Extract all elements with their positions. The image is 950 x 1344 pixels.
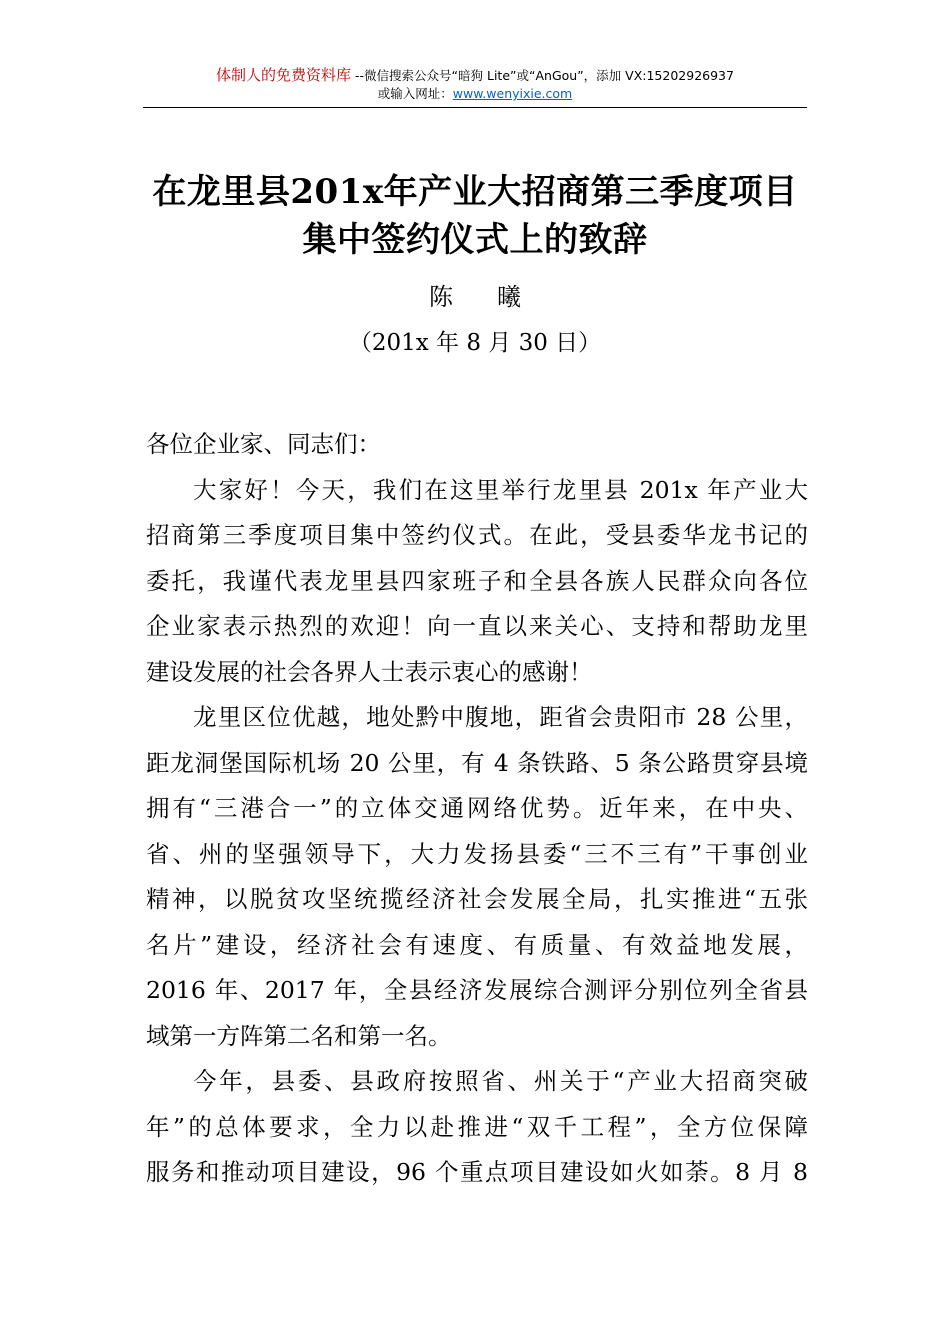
paragraph-line: 名片”建设，经济社会有速度、有质量、有效益地发展， [146,930,808,959]
document-title [100,168,850,264]
author-name-char-2: 曦 [497,283,521,311]
paragraph-line: 企业家表示热烈的欢迎！向一直以来关心、支持和帮助龙里 [146,612,808,640]
paragraph-line: 服务和推动项目建设，96 个重点项目建设如火如荼。8 月 8 [146,1158,808,1186]
page-header [143,66,807,103]
document-body [146,422,808,1196]
header-divider [143,107,807,108]
header-info: --微信搜索公众号“暗狗 Lite”或“AnGou”，添加 VX:15202926937 [351,68,734,83]
paragraph-line: 2016 年、2017 年，全县经济发展综合测评分别位列全省县 [146,976,808,1004]
paragraph-line: 招商第三季度项目集中签约仪式。在此，受县委华龙书记的 [146,521,808,549]
paragraph-line: 距龙洞堡国际机场 20 公里，有 4 条铁路、5 条公路贯穿县境 [146,748,808,777]
header-url-link[interactable]: www.wenyixie.com [452,86,573,101]
header-line-1 [143,66,807,85]
paragraph-line: 大家好！今天，我们在这里举行龙里县 201x 年产业大 [193,475,808,504]
paragraph-line: 今年，县委、县政府按照省、州关于“产业大招商突破 [193,1067,808,1095]
header-url-prefix: 或输入网址： [377,86,453,101]
paragraph-line: 委托，我谨代表龙里县四家班子和全县各族人民群众向各位 [146,566,808,595]
title-line-2: 集中签约仪式上的致辞 [302,220,648,260]
header-brand: 体制人的免费资料库 [216,66,352,84]
paragraph-line: 建设发展的社会各界人士表示衷心的感谢！ [146,657,593,686]
paragraph-line: 龙里区位优越，地处黔中腹地，距省会贵阳市 28 公里， [193,703,808,731]
header-line-2 [143,85,807,103]
paragraph-line: 省、州的坚强领导下，大力发扬县委“三不三有”干事创业 [146,839,808,868]
paragraph-line: 精神，以脱贫攻坚统揽经济社会发展全局，扎实推进“五张 [146,885,808,913]
document-author [100,282,850,312]
author-name-char-1: 陈 [429,283,453,311]
paragraph-line: 域第一方阵第二名和第一名。 [146,1021,452,1050]
paragraph-line: 年”的总体要求，全力以赴推进“双千工程”，全方位保障 [146,1112,808,1141]
greeting-line: 各位企业家、同志们： [146,430,381,458]
title-line-1: 在龙里县201x年产业大招商第三季度项目 [152,172,798,212]
document-date: （201x 年 8 月 30 日） [348,330,602,356]
paragraph-line: 拥有“三港合一”的立体交通网络优势。近年来，在中央、 [146,794,808,822]
